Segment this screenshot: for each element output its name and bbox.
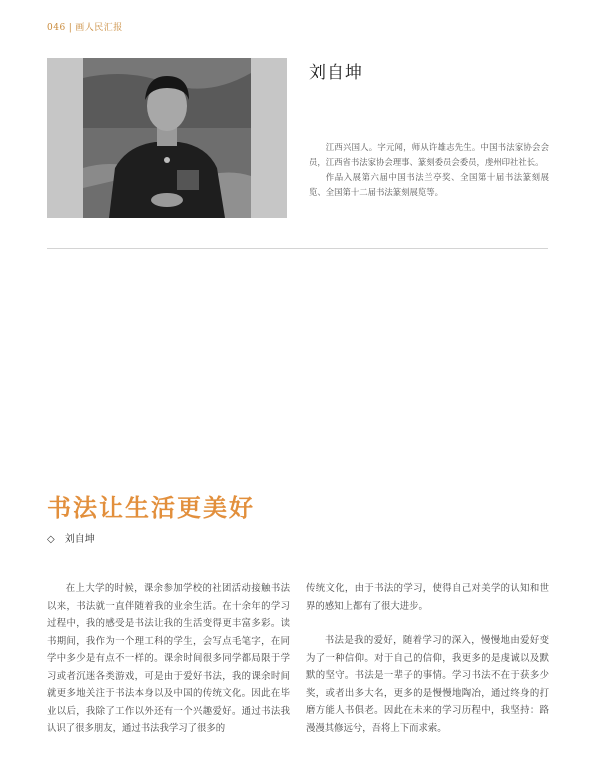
- article-column-right: [306, 580, 549, 737]
- article-paragraph: 在上大学的时候，课余参加学校的社团活动接触书法以来，书法就一直伴随着我的业余生活。在十余年的学习过程中，我的感受是书法让我的生活变得更丰富多彩。读书期间，我作为一个理工科的学生，会写点毛笔字，在同学中多少是有点不一样的。课余时间很多同学都局限于学习或者沉迷各类游戏，可是由于爱好书法，我的课余时间就更多地关注于书法本身以及中国的传统文化。因此在毕业以后，我除了工作以外还有一个兴趣爱好。通过书法我认识了很多朋友，通过书法我学习了很多的: [47, 583, 290, 734]
- article-paragraph: 书法是我的爱好，随着学习的深入，慢慢地由爱好变为了一种信仰。对于自己的信仰，我更多的是虔诚以及默默的坚守。书法是一辈子的事情。学习书法不在于获多少奖，或者出多大名，更多的是慢慢地陶冶，通过终身的打磨方能人书俱老。因此在未来的学习历程中，我坚持：路漫漫其修远兮，吾将上下而求索。: [306, 635, 549, 734]
- page-number: 046: [47, 23, 66, 33]
- page-header: [47, 20, 123, 33]
- author-photo: [47, 58, 287, 218]
- article-column-left: [47, 580, 290, 738]
- profile-bio: [309, 140, 549, 200]
- header-divider: |: [68, 23, 73, 33]
- article-author: 刘自坤: [64, 534, 95, 545]
- bio-paragraph: 江西兴国人。字元闻，师从许雄志先生。中国书法家协会会员，江西省书法家协会理事、篆刻委员会委员，虔州印社社长。: [309, 142, 549, 167]
- profile-name: 刘自坤: [309, 63, 363, 83]
- article-title: 书法让生活更美好: [47, 493, 255, 522]
- section-divider: [47, 248, 548, 249]
- article-byline: [47, 530, 95, 545]
- bio-paragraph: 作品入展第六届中国书法兰亭奖、全国第十届书法篆刻展览、全国第十二届书法篆刻展览等。: [309, 172, 549, 197]
- diamond-icon: ◇: [47, 534, 55, 545]
- column-name: 画人民汇报: [75, 23, 123, 33]
- article-paragraph: 传统文化，由于书法的学习，使得自己对美学的认知和世界的感知上都有了很大进步。: [306, 583, 549, 612]
